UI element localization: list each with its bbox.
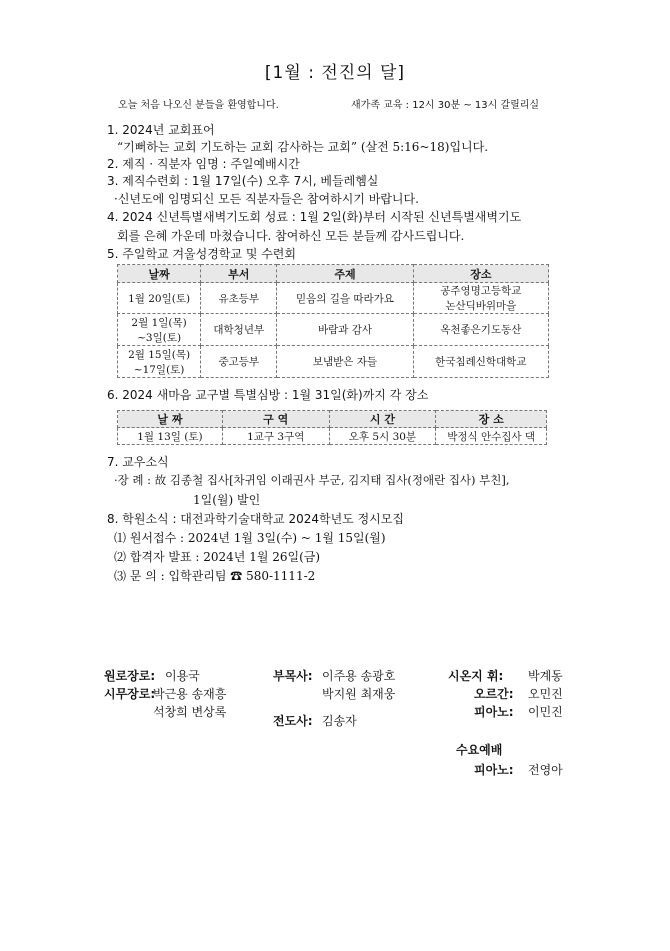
item-7-funeral-date: 1일(월) 발인 [193,493,261,507]
table-cell: 보냄받은 자들 [277,346,413,378]
evangelist-label: 전도사: [273,714,313,728]
table-cell: 1교구 3구역 [222,428,329,445]
item-1-title: 1. 2024년 교회표어 [107,123,215,137]
organ-label: 오르간: [474,687,514,701]
item-5: 5. 주일학교 겨울성경학교 및 수련회 [107,247,296,261]
table-header: 장소 [413,265,548,283]
item-8: 8. 학원소식 : 대전과학기술대학교 2024학년도 정시모집 [107,512,404,526]
welcome-text: 오늘 처음 나오신 분들을 환영합니다. [118,100,279,111]
table-cell: 1월 20일(토) [118,283,201,314]
serving-elders-2: 석창희 변상록 [153,705,227,719]
evangelist-name: 김송자 [322,714,357,728]
table-cell: 중고등부 [201,346,277,378]
item-2: 2. 제직 · 직분자 임명 : 주일예배시간 [107,157,300,171]
item-3-note: ·신년도에 임명되신 모든 직분자들은 참여하시기 바랍니다. [114,192,419,206]
table-header: 부서 [201,265,277,283]
table-header-row [118,411,547,428]
table-header-row [118,265,549,283]
item-4-line-1: 4. 2024 신년특별새벽기도회 성료 : 1월 2일(화)부터 시작된 신년특별새벽기도 [107,210,522,224]
elder-label: 원로장로: [104,669,156,683]
table-cell: 믿음의 길을 따라가요 [277,283,413,314]
table-cell: 2월 1일(목) ~3일(토) [118,314,201,346]
item-8-application: ⑴ 원서접수 : 2024년 1월 3일(수) ~ 1월 15일(월) [114,531,386,545]
choir-conductor-name: 박계동 [528,669,563,683]
wednesday-piano-name: 전영아 [528,763,563,777]
elder-name: 이용국 [165,669,200,683]
table-cell: 대학청년부 [201,314,277,346]
table-header: 날 짜 [118,411,223,428]
serving-elder-label: 시무장로: [104,687,156,701]
item-8-inquiry: ⑶ 문 의 : 입학관리팀 ☎ 580-1111-2 [114,569,316,583]
item-6: 6. 2024 새마음 교구별 특별심방 : 1월 31일(화)까지 각 장소 [107,388,429,402]
table-header: 주제 [277,265,413,283]
piano-label: 피아노: [474,705,514,719]
table-cell: 박정식 안수집사 댁 [436,428,547,445]
table-cell: 한국침례신학대학교 [413,346,548,378]
piano-name: 이민진 [528,705,563,719]
table-row [118,283,549,314]
item-8-announcement: ⑵ 합격자 발표 : 2024년 1월 26일(금) [114,550,321,564]
serving-elders-1: 박근용 송재흥 [153,687,227,701]
table-cell: 바람과 감사 [277,314,413,346]
table-header: 시 간 [329,411,436,428]
table-cell: 공주영명고등학교 논산딕바위마을 [413,283,548,314]
visitation-table [117,410,547,445]
table-cell: 유초등부 [201,283,277,314]
page-title: [1월 : 전진의 달] [264,63,406,83]
wednesday-service-label: 수요예배 [456,743,503,757]
winter-school-table [117,264,549,378]
assoc-pastors-2: 박지원 최재웅 [322,687,396,701]
table-row [118,346,549,378]
item-7: 7. 교우소식 [107,455,169,469]
table-cell: 옥천좋은기도동산 [413,314,548,346]
table-header: 구 역 [222,411,329,428]
table-row [118,428,547,445]
table-cell: 1월 13일 (토) [118,428,223,445]
table-cell: 오후 5시 30분 [329,428,436,445]
table-header: 장 소 [436,411,547,428]
table-header: 날짜 [118,265,201,283]
wednesday-piano-label: 피아노: [474,763,514,777]
table-cell: 2월 15일(목) ~17일(토) [118,346,201,378]
assoc-pastor-label: 부목사: [273,669,313,683]
table-row [118,314,549,346]
item-4-line-2: 회를 은혜 가운데 마쳤습니다. 참여하신 모든 분들께 감사드립니다. [117,229,465,243]
item-1-body: “기뻐하는 교회 기도하는 교회 감사하는 교회” (살전 5:16~18)입니다. [117,140,489,154]
assoc-pastors-1: 이주용 송광호 [322,669,396,683]
organ-name: 오민진 [528,687,563,701]
newcomer-education: 새가족 교육 : 12시 30분 ~ 13시 갈릴리실 [351,100,540,111]
item-7-funeral: ·장 례 : 故 김종철 집사[차귀임 이래권사 부군, 김지태 집사(정애란 집사) 부친], [114,473,510,487]
item-3: 3. 제직수련회 : 1월 17일(수) 오후 7시, 베들레헴실 [107,174,379,188]
choir-conductor-label: 시온지 휘: [448,669,504,683]
